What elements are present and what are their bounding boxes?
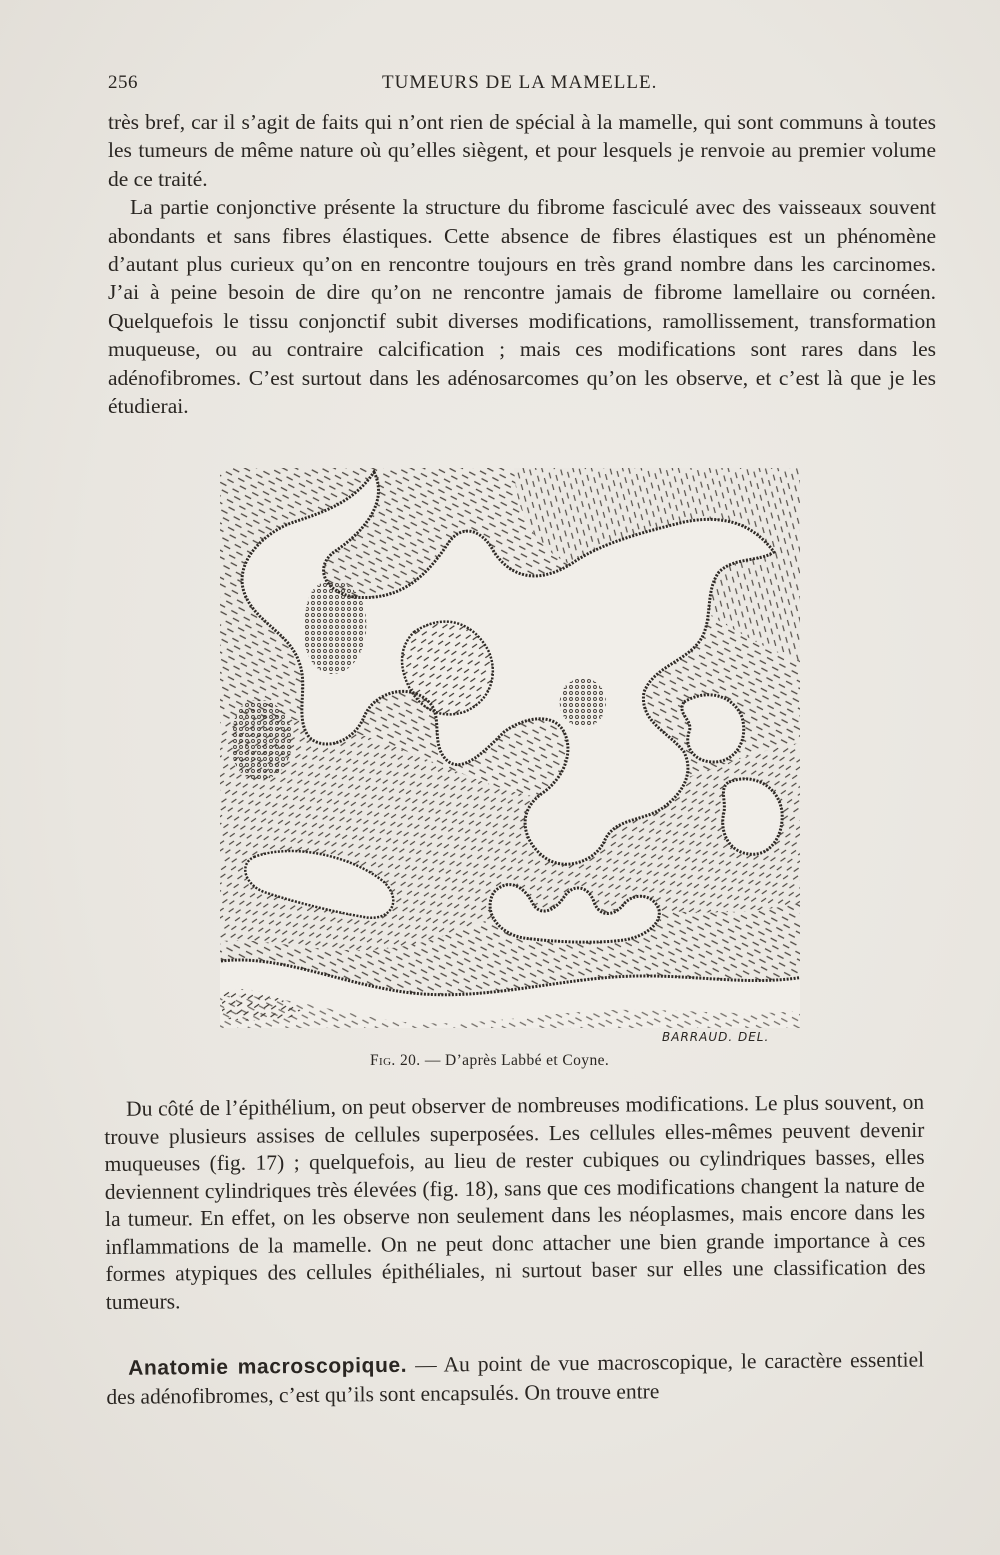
page-header	[108, 72, 938, 102]
top-text-block	[108, 108, 936, 420]
macroscopic-section	[106, 1345, 925, 1411]
paragraph-epithelium: Du côté de l’épithélium, on peut observer de nombreuses modifications. Le plus souvent, on trouve plusieurs assises de cellules superposées. Les cellules elles-mêmes peuvent devenir muqueuses (fig. 17) ; quelquefois, au lieu de rester cubiques ou cylindriques basses, elles deviennent cylindriques très élevées (fig. 18), sans que ces modifications changent la nature de la tumeur. En effet, on les observe non seulement dans les néoplasmes, mais encore dans les inflammations de la mamelle. On ne peut donc attacher une bien grande importance à ces formes atypiques des cellules épithéliales, ni surtout baser sur elles une classification des tumeurs.	[104, 1089, 926, 1314]
paragraph-continuation: très bref, car il s’agit de faits qui n’ont rien de spécial à la mamelle, qui sont communs à toutes les tumeurs de même nature où qu’elles siègent, et pour lesquels je renvoie au premier volume de ce traité.	[108, 110, 936, 191]
section-text: — Au point de vue macroscopique, le caractère essentiel des adénofibromes, c’est qu’ils sont encapsulés. On trouve entre	[106, 1347, 925, 1409]
figure-caption	[370, 1052, 609, 1070]
figure-caption-text: — D’après Labbé et Coyne.	[420, 1052, 610, 1069]
paragraph-connective-tissue: La partie conjonctive présente la structure du fibrome fasciculé avec des vaisseaux souvent abondants et sans fibres élastiques. Cette absence de fibres élastiques est un phénomène d’autant plus curieux qu’on en rencontre toujours en très grand nombre dans les carcinomes. J’ai à peine besoin de dire qu’on ne rencontre jamais de fibrome lamellaire ou cornéen. Quelquefois le tissu conjonctif subit diverses modifications, ramollissement, transformation muqueuse, ou au contraire calcification ; mais ces modifications sont rares dans les adénofibromes. C’est surtout dans les adénosarcomes qu’on les observe, et c’est là que je les étudierai.	[108, 195, 936, 419]
page-number: 256	[108, 72, 138, 93]
histology-figure	[214, 462, 804, 1034]
section-heading: Anatomie macroscopique.	[128, 1353, 408, 1380]
histology-engraving	[214, 462, 804, 1034]
epithelium-text-block	[104, 1089, 926, 1316]
running-title: TUMEURS DE LA MAMELLE.	[382, 72, 658, 93]
paragraph-macroscopic	[106, 1345, 925, 1411]
engraver-signature: BARRAUD. DEL.	[662, 1030, 770, 1044]
figure-label: Fig. 20.	[370, 1052, 421, 1069]
